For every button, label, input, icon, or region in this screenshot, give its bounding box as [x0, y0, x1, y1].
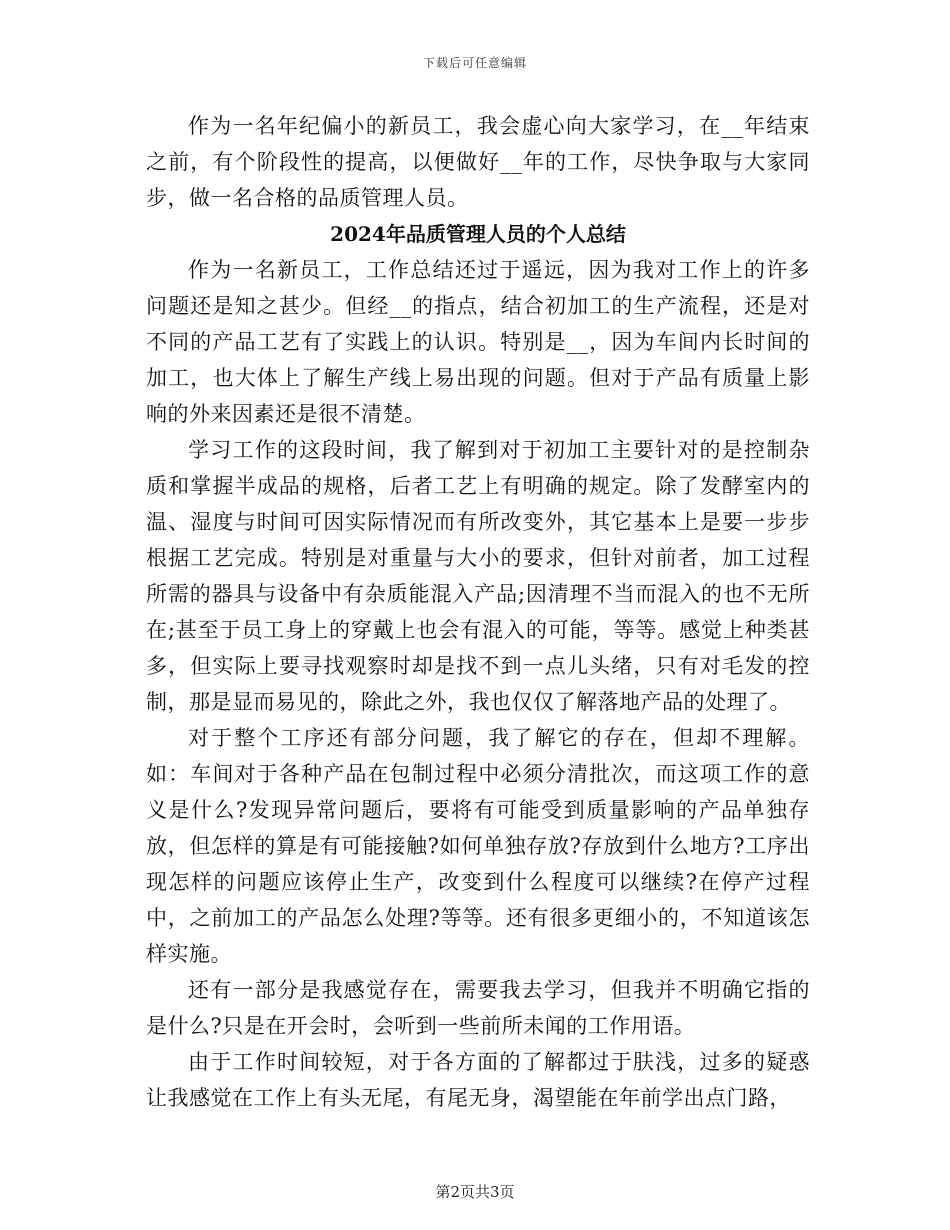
- body-paragraph-3: 对于整个工序还有部分问题，我了解它的存在，但却不理解。如：车间对于各种产品在包制过程中必须分清批次，而这项工作的意义是什么?发现异常问题后，要将有可能受到质量影响的产品单独存放，但怎样的算是有可能接触?如何单独存放?存放到什么地方?工序出现怎样的问题应该停止生产，改变到什么程度可以继续?在停产过程中，之前加工的产品怎么处理?等等。还有很多更细小的，不知道该怎样实施。: [146, 726, 810, 966]
- document-body: [146, 108, 810, 1116]
- intro-paragraph: 作为一名年纪偏小的新员工，我会虚心向大家学习，在__年结束之前，有个阶段性的提高，以便做好__年的工作，尽快争取与大家同步，做一名合格的品质管理人员。: [146, 114, 810, 210]
- section-title: 2024年品质管理人员的个人总结: [330, 222, 626, 246]
- header-note: 下载后可任意编辑: [422, 56, 527, 70]
- body-paragraph-1: 作为一名新员工，工作总结还过于遥远，因为我对工作上的许多问题还是知之甚少。但经__的指点，结合初加工的生产流程，还是对不同的产品工艺有了实践上的认识。特别是__，因为车间内长时间的加工，也大体上了解生产线上易出现的问题。但对于产品有质量上影响的外来因素还是很不清楚。: [146, 258, 810, 426]
- page-number-footer: 第2页共3页: [435, 1183, 515, 1201]
- body-paragraph-4: 还有一部分是我感觉存在，需要我去学习，但我并不明确它指的是什么?只是在开会时，会听到一些前所未闻的工作用语。: [146, 978, 810, 1038]
- body-paragraph-5: 由于工作时间较短，对于各方面的了解都过于肤浅，过多的疑惑让我感觉在工作上有头无尾，有尾无身，渴望能在年前学出点门路，: [146, 1050, 810, 1110]
- body-paragraph-2: 学习工作的这段时间，我了解到对于初加工主要针对的是控制杂质和掌握半成品的规格，后者工艺上有明确的规定。除了发酵室内的温、湿度与时间可因实际情况而有所改变外，其它基本上是要一步步根据工艺完成。特别是对重量与大小的要求，但针对前者，加工过程所需的器具与设备中有杂质能混入产品;因清理不当而混入的也不无所在;甚至于员工身上的穿戴上也会有混入的可能，等等。感觉上种类甚多，但实际上要寻找观察时却是找不到一点儿头绪，只有对毛发的控制，那是显而易见的，除此之外，我也仅仅了解落地产品的处理了。: [146, 438, 810, 714]
